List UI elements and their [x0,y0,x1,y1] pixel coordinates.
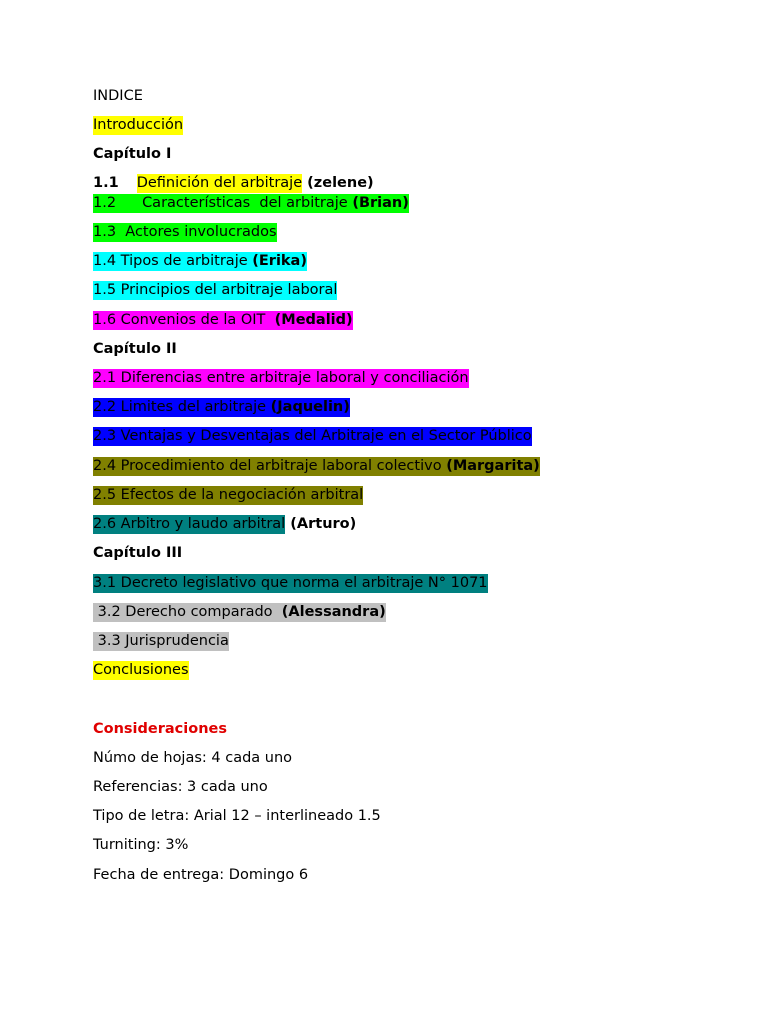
item-2-6 [93,514,356,534]
item-1-2-highlight [93,194,409,213]
item-3-3 [93,631,229,651]
item-1-5 [93,280,337,300]
item-2-1 [93,368,469,388]
item-1-4-text: 1.4 Tipos de arbitraje [93,253,253,269]
item-1-4-author: (Erika) [252,253,307,269]
conclusions-line [93,660,189,680]
intro-text: Introducción [93,117,184,133]
item-2-2-highlight [93,398,350,417]
item-3-3-text: 3.3 Jurisprudencia [93,633,229,649]
item-1-2-author: (Brian) [352,195,409,211]
consideration-font: Tipo de letra: Arial 12 – interlineado 1.5 [93,808,381,824]
item-1-4-highlight [93,252,307,271]
item-1-6 [93,310,353,330]
consideration-references: Referencias: 3 cada uno [93,779,268,795]
item-2-4-text: 2.4 Procedimiento del arbitraje laboral colectivo [93,458,447,474]
item-2-3-text: 2.3 Ventajas y Desventajas del Arbitraje en el Sector Público [93,428,532,444]
item-1-2 [93,193,409,213]
item-2-3 [93,426,532,446]
item-2-6-author: (Arturo) [285,516,357,532]
consideration-turnitin: Turniting: 3% [93,837,189,853]
chapter-2-heading: Capítulo II [93,341,177,357]
item-1-1-author: (zelene) [302,175,374,191]
item-3-1-text: 3.1 Decreto legislativo que norma el arbitraje N° 1071 [93,575,488,591]
chapter-3-heading: Capítulo III [93,545,183,561]
item-1-2-text: Características del arbitraje [142,195,353,211]
item-1-5-text: 1.5 Principios del arbitraje laboral [93,282,338,298]
item-1-6-author: (Medalid) [274,312,353,328]
item-1-2-number: 1.2 [93,195,117,211]
item-1-6-text: 1.6 Convenios de la OIT [93,312,275,328]
item-1-3 [93,222,277,242]
item-2-1-text: 2.1 Diferencias entre arbitraje laboral y conciliación [93,370,469,386]
item-1-1 [93,173,374,193]
index-title: INDICE [93,88,143,104]
item-2-4 [93,456,540,476]
item-3-2-author: (Alessandra) [281,604,386,620]
considerations-heading: Consideraciones [93,721,227,737]
item-1-4 [93,251,307,271]
consideration-sheets: Númo de hojas: 4 cada uno [93,750,293,766]
item-2-5-text: 2.5 Efectos de la negociación arbitral [93,487,364,503]
chapter-1-heading: Capítulo I [93,146,172,162]
item-2-4-highlight [93,457,540,476]
item-3-1 [93,573,488,593]
intro-line [93,115,183,135]
item-2-4-author: (Margarita) [446,458,540,474]
item-2-2-author: (Jaquelin) [270,399,350,415]
item-1-3-text: 1.3 Actores involucrados [93,224,277,240]
item-2-6-text: 2.6 Arbitro y laudo arbitral [93,516,286,532]
item-1-1-text: Definición del arbitraje [136,175,303,191]
conclusions-text: Conclusiones [93,662,189,678]
item-3-2-text: 3.2 Derecho comparado [93,604,282,620]
consideration-due-date: Fecha de entrega: Domingo 6 [93,867,309,883]
item-2-2-text: 2.2 Limites del arbitraje [93,399,271,415]
item-1-1-number: 1.1 [93,175,119,191]
item-3-2-highlight [93,603,386,622]
item-1-6-highlight [93,311,353,330]
item-2-5 [93,485,363,505]
item-2-2 [93,397,350,417]
item-3-2 [93,602,386,622]
